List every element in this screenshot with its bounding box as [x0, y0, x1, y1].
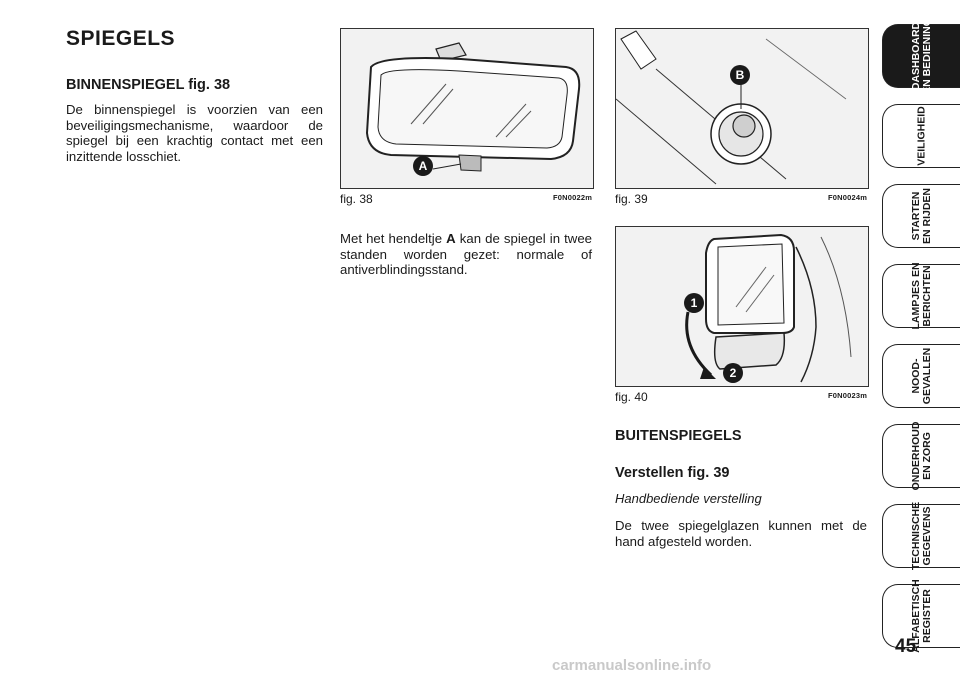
tab-lampjes[interactable]	[882, 264, 960, 328]
figure-40	[615, 226, 869, 387]
tab-register[interactable]	[882, 579, 960, 653]
marker-2: 2	[723, 363, 743, 383]
tab-onderhoud[interactable]	[882, 421, 960, 491]
tab-veiligheid[interactable]	[882, 104, 960, 168]
fig-39-caption: fig. 39	[615, 192, 648, 206]
page-number: 45	[895, 636, 917, 657]
marker-1: 1	[684, 293, 704, 313]
tab-label: ALFABETISCH REGISTER	[909, 579, 933, 653]
lever-text-before: Met het hendeltje	[340, 231, 447, 246]
lever-text	[340, 231, 592, 278]
fig-40-caption: fig. 40	[615, 390, 648, 404]
page-title: SPIEGELS	[66, 27, 176, 50]
fig-39-code: F0N0024m	[828, 193, 868, 202]
fig-38-caption: fig. 38	[340, 192, 373, 206]
figure-38	[340, 28, 594, 189]
exterior-mirror-text: De twee spiegelglazen kunnen met de hand afgesteld worden.	[615, 518, 867, 549]
lever-text-after: kan de spiegel in twee standen worden gezet: normale of antiverblindingsstand.	[340, 231, 592, 277]
fig-38-code: F0N0022m	[553, 193, 593, 202]
tab-label: STARTEN EN RIJDEN	[909, 187, 933, 245]
tab-label: TECHNISCHE GEGEVENS	[909, 501, 933, 571]
fig-40-code: F0N0023m	[828, 391, 868, 400]
tab-label: DASHBOARD EN BEDIENING	[909, 18, 933, 94]
tab-dashboard[interactable]	[882, 18, 960, 94]
interior-mirror-heading: BINNENSPIEGEL fig. 38	[66, 77, 231, 93]
lever-letter: A	[446, 231, 456, 246]
exterior-mirror-illustration	[616, 227, 868, 386]
interior-mirror-text: De binnenspiegel is voorzien van een beveiligingsmechanisme, waardoor de spiegel bij een krachtig contact met een inzittende losschiet.	[66, 102, 323, 164]
rearview-mirror-illustration	[341, 29, 593, 188]
tab-starten[interactable]	[882, 184, 960, 248]
tab-label: VEILIGHEID	[915, 106, 927, 166]
watermark: carmanualsonline.info	[552, 657, 712, 674]
adjust-subheading: Verstellen fig. 39	[615, 465, 730, 481]
mirror-adjuster-illustration	[616, 29, 868, 188]
exterior-mirror-heading: BUITENSPIEGELS	[615, 428, 742, 444]
tab-technische[interactable]	[882, 501, 960, 571]
tab-label: ONDERHOUD EN ZORG	[909, 421, 933, 491]
tab-noodgevallen[interactable]	[882, 344, 960, 408]
tab-label: LAMPJES EN BERICHTEN	[909, 262, 933, 330]
tab-label: NOOD- GEVALLEN	[909, 347, 933, 405]
figure-39	[615, 28, 869, 189]
manual-adjust-label: Handbediende verstelling	[615, 491, 762, 506]
marker-a: A	[413, 156, 433, 176]
marker-b: B	[730, 65, 750, 85]
